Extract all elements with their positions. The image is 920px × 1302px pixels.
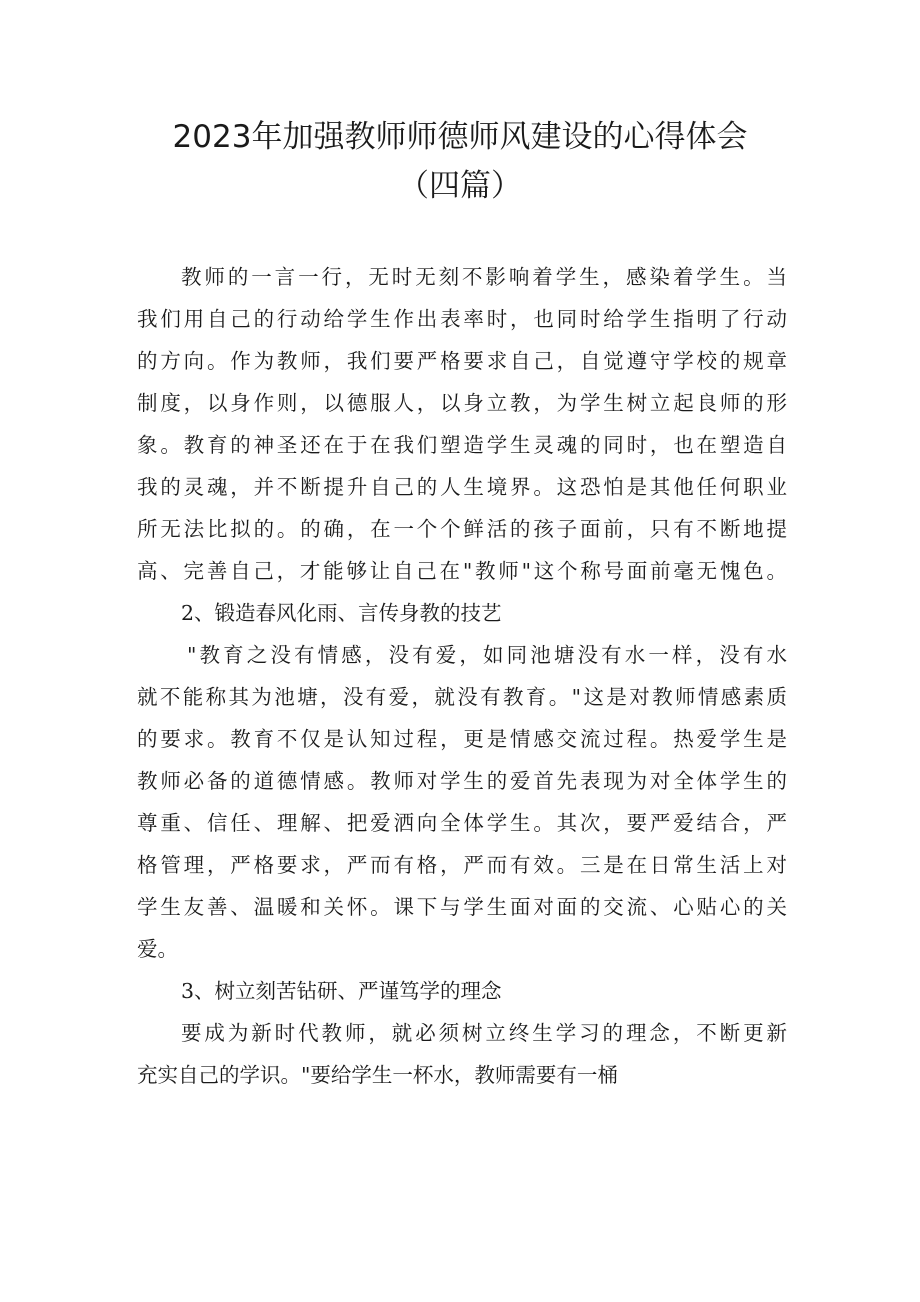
body-line-15: 格管理，严格要求，严而有格，严而有效。三是在日常生活上对 xyxy=(137,853,787,877)
body-line-1: 教师的一言一行，无时无刻不影响着学生，感染着学生。当 xyxy=(181,265,787,289)
document-title-line-2: （四篇） xyxy=(398,168,522,204)
body-line-11: 就不能称其为池塘，没有爱，就没有教育。"这是对教师情感素质 xyxy=(137,685,787,709)
body-line-2: 我们用自己的行动给学生作出表率时，也同时给学生指明了行动 xyxy=(137,307,787,331)
section-heading-2: 2、锻造春风化雨、言传身教的技艺 xyxy=(181,601,502,625)
body-line-3: 的方向。作为教师，我们要严格要求自己，自觉遵守学校的规章 xyxy=(137,349,787,373)
body-line-14: 尊重、信任、理解、把爱洒向全体学生。其次，要严爱结合，严 xyxy=(137,811,787,835)
body-line-19: 要成为新时代教师，就必须树立终生学习的理念，不断更新 xyxy=(181,1021,787,1045)
section-heading-3: 3、树立刻苦钻研、严谨笃学的理念 xyxy=(181,979,502,1003)
body-line-7: 所无法比拟的。的确，在一个个鲜活的孩子面前，只有不断地提 xyxy=(137,517,787,541)
body-line-16: 学生友善、温暖和关怀。课下与学生面对面的交流、心贴心的关 xyxy=(137,895,787,919)
document-title-line-1: 2023年加强教师师德师风建设的心得体会 xyxy=(172,119,748,155)
body-line-8: 高、完善自己，才能够让自己在"教师"这个称号面前毫无愧色。 xyxy=(137,559,787,583)
body-line-4: 制度，以身作则，以德服人，以身立教，为学生树立起良师的形 xyxy=(137,391,787,415)
body-line-10: "教育之没有情感，没有爱，如同池塘没有水一样，没有水 xyxy=(187,643,787,667)
body-line-5: 象。教育的神圣还在于在我们塑造学生灵魂的同时，也在塑造自 xyxy=(137,433,787,457)
body-line-12: 的要求。教育不仅是认知过程，更是情感交流过程。热爱学生是 xyxy=(137,727,787,751)
body-line-20: 充实自己的学识。"要给学生一杯水，教师需要有一桶 xyxy=(137,1063,618,1087)
body-line-13: 教师必备的道德情感。教师对学生的爱首先表现为对全体学生的 xyxy=(137,769,787,793)
body-line-17: 爱。 xyxy=(137,937,178,961)
body-line-6: 我的灵魂，并不断提升自己的人生境界。这恐怕是其他任何职业 xyxy=(137,475,787,499)
